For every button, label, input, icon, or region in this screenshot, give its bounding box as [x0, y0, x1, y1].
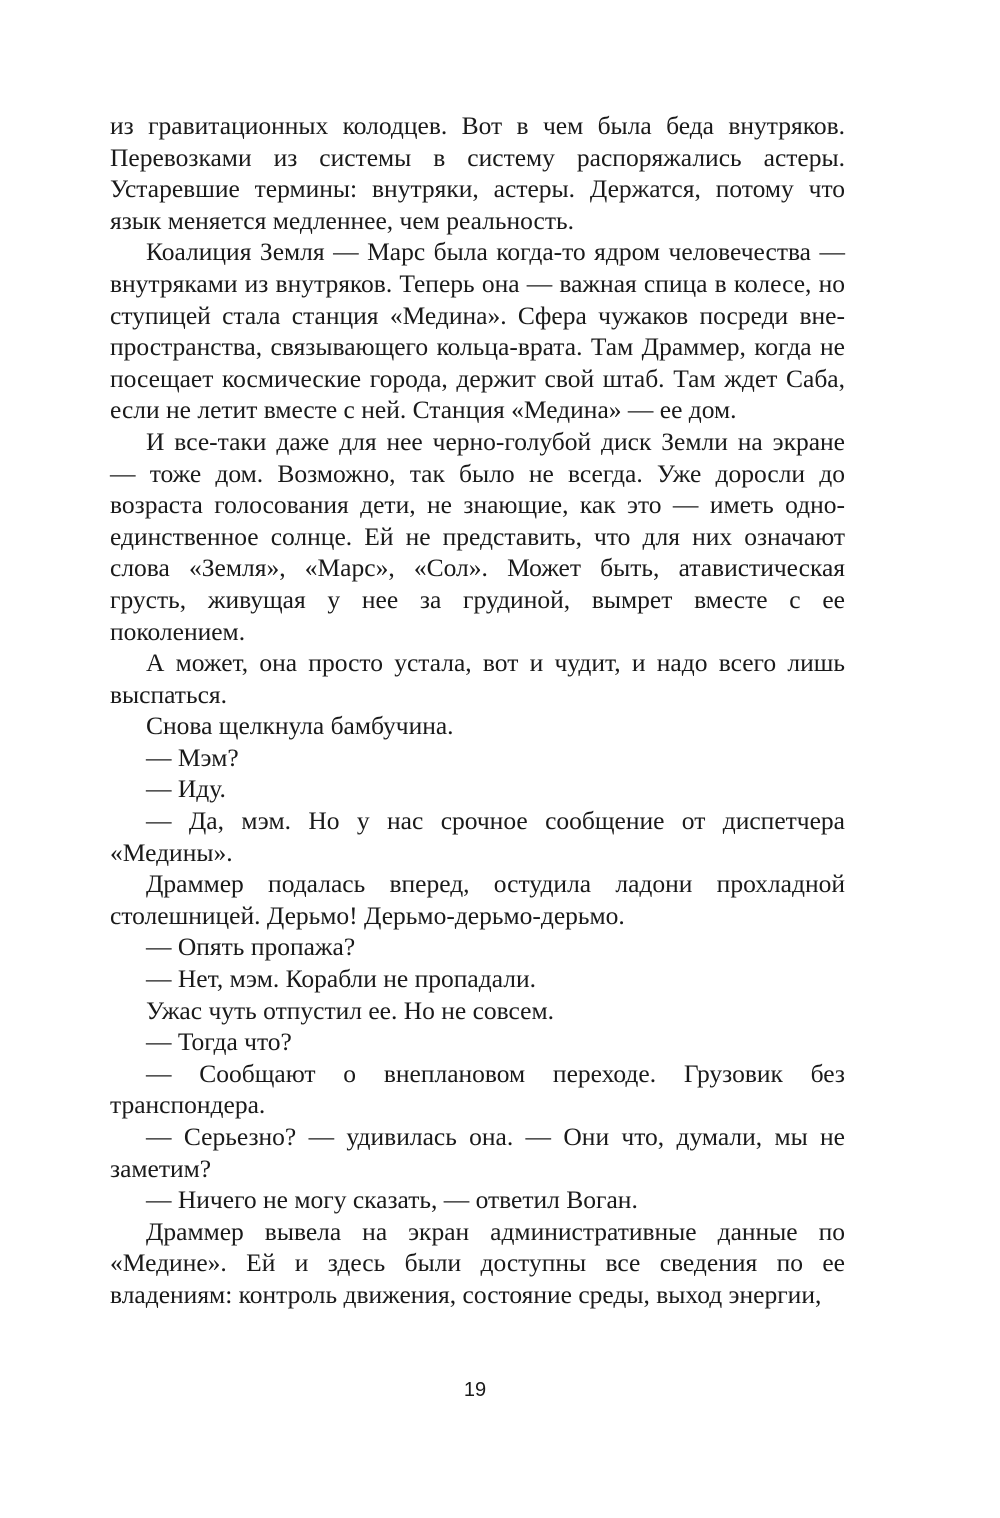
dialogue-line-2: — Иду. [146, 774, 226, 804]
dialogue-line-7: — Сообщают о внеплановом переходе. Грузовик без транспондера. [110, 1058, 845, 1120]
paragraph-3: И все-таки даже для нее черно-голубой диск Земли на экране — тоже дом. Возможно, так было не всегда. Уже доросли до возраста голосования дети, не знающие, как это — иметь одно-единственное солнце. Ей не представить, что для них означают слова «Земля», «Марс», «Сол». Может быть, атавистическая грусть, живущая у нее за грудиной, вымрет вместе с ее поколением. [110, 426, 845, 646]
dialogue-line-3: — Да, мэм. Но у нас срочное сообщение от диспетчера «Медины». [110, 806, 845, 867]
paragraph-1: из гравитационных колодцев. Вот в чем была беда внутряков. Перевозками из системы в систему распоряжались астеры. Устаревшие термины: внутряки, астеры. Держатся, потому что язык меняется медленнее, чем реальность. [110, 111, 845, 235]
dialogue-line-5: — Нет, мэм. Корабли не пропадали. [146, 964, 536, 994]
dialogue-line-1: — Мэм? [146, 742, 239, 772]
page-number-value: 19 [463, 1379, 487, 1401]
paragraph-5: Снова щелкнула бамбучина. [146, 711, 454, 741]
dialogue-line-6: — Тогда что? [146, 1027, 292, 1057]
paragraph-6: Драммер подалась вперед, остудила ладони прохладной столешницей. Дерьмо! Дерьмо-дерьмо-дерьмо. [110, 869, 845, 930]
paragraph-7: Ужас чуть отпустил ее. Но не совсем. [146, 995, 555, 1025]
paragraph-2: Коалиция Земля — Марс была когда-то ядром человечества — внутряками из внутряков. Теперь она — важная спица в колесе, но ступицей стала станция «Медина». Сфера чужаков посреди вне-пространства, связывающего кольца-врата. Там Драммер, когда не посещает космические города, держит свой штаб. Там ждет Саба, если не летит вместе с ней. Станция «Медина» — ее дом. [110, 237, 845, 425]
dialogue-line-4: — Опять пропажа? [146, 932, 356, 962]
dialogue-line-8: — Серьезно? — удивилась она. — Они что, думали, мы не заметим? [110, 1122, 845, 1183]
paragraph-4: А может, она просто устала, вот и чудит, и надо всего лишь выспаться. [110, 648, 845, 709]
paragraph-8: Драммер вывела на экран административные данные по «Медине». Ей и здесь были доступны все сведения по ее владениям: контроль движения, состояние среды, выход энергии, [110, 1216, 845, 1309]
dialogue-line-9: — Ничего не могу сказать, — ответил Воган. [146, 1185, 638, 1215]
page-number [0, 1378, 1000, 1402]
body-text [110, 110, 845, 1311]
